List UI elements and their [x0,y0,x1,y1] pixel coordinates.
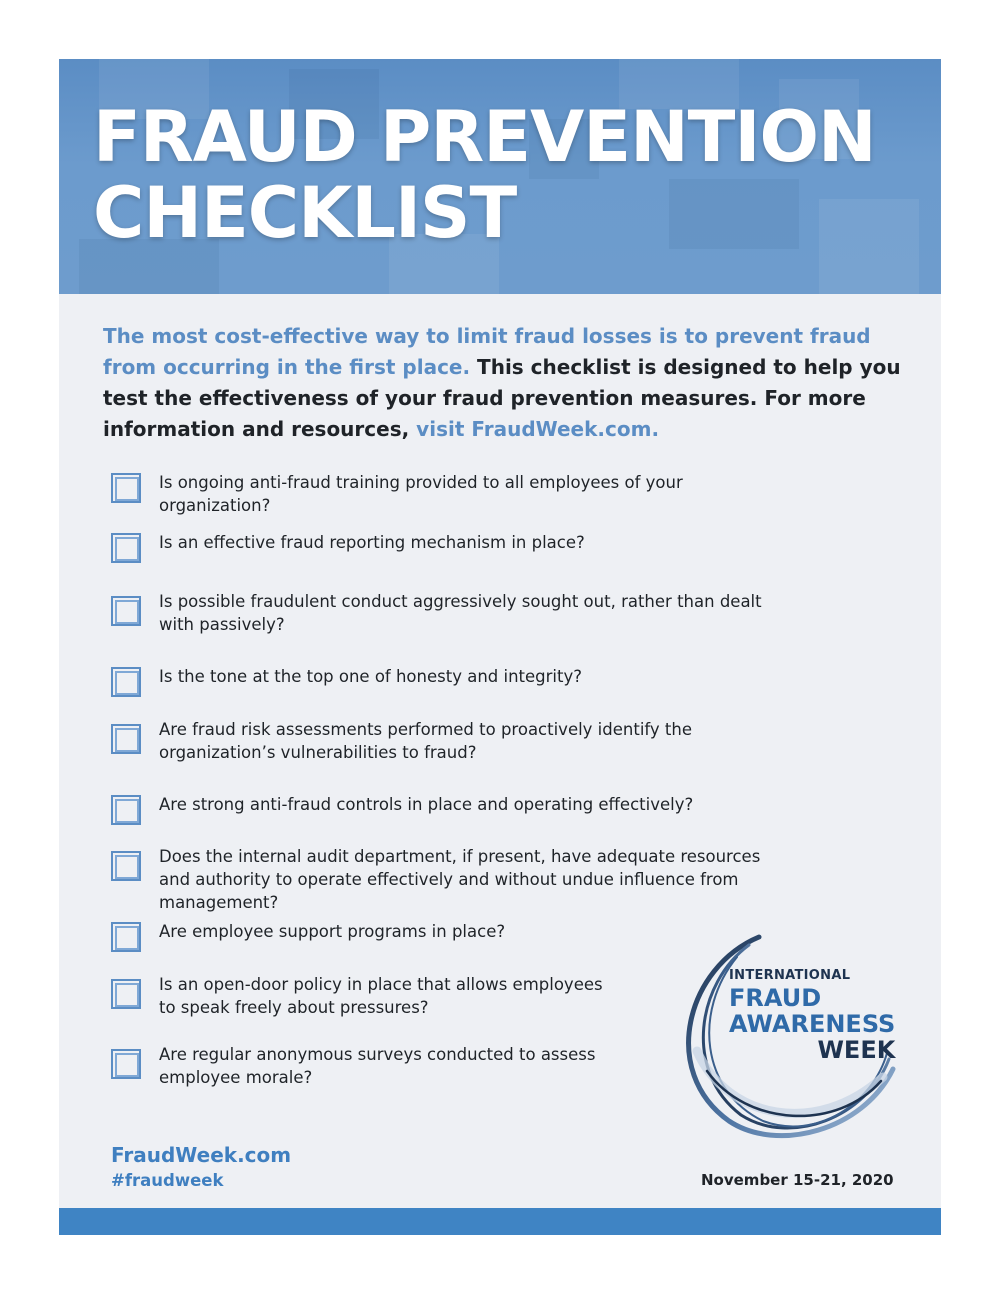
checklist-question: Does the internal audit department, if present, have adequate resources and authority to operate effectively and without undue influence from management? [159,847,761,912]
checkbox[interactable] [111,795,143,827]
logo-wordmark [729,969,895,1062]
checkbox[interactable] [111,1049,143,1081]
header-banner [59,59,941,294]
logo-fraud: FRAUD [729,984,822,1012]
checkbox[interactable] [111,596,143,628]
footer-url[interactable]: FraudWeek.com [111,1143,292,1167]
checklist-question: Is an open-door policy in place that allows employees to speak freely about pressures? [159,975,603,1017]
intro-lead: The most cost-effective way to limit fraud losses is to prevent fraud from occurring in the first place. [103,324,871,379]
checkbox[interactable] [111,473,143,505]
event-date: November 15-21, 2020 [701,1171,894,1189]
checklist-question: Is possible fraudulent conduct aggressively sought out, rather than dealt with passively? [159,592,762,634]
intro-link[interactable]: visit FraudWeek.com. [416,417,660,441]
logo-international: INTERNATIONAL [729,968,851,983]
checklist-question: Are employee support programs in place? [159,922,506,941]
checklist-question: Is the tone at the top one of honesty and integrity? [159,667,582,686]
footer-hashtag: #fraudweek [111,1171,224,1190]
checklist-question: Are strong anti-fraud controls in place and operating effectively? [159,795,694,814]
checklist-question: Is ongoing anti-fraud training provided to all employees of your organization? [159,473,683,515]
title-line-1: FRAUD PREVENTION [93,96,876,178]
checkbox[interactable] [111,922,143,954]
footer-bar [59,1208,941,1235]
page-title [93,96,876,254]
logo-awareness: AWARENESS [729,1010,896,1038]
checklist-question: Are fraud risk assessments performed to proactively identify the organization’s vulnerabilities to fraud? [159,720,693,762]
checklist-page [59,59,941,1235]
logo-week: WEEK [817,1036,896,1064]
fraud-week-logo [667,931,907,1146]
checklist-question: Are regular anonymous surveys conducted to assess employee morale? [159,1045,596,1087]
checkbox[interactable] [111,667,143,699]
checklist-question: Is an effective fraud reporting mechanism in place? [159,533,585,552]
checkbox[interactable] [111,979,143,1011]
intro-body: This checklist is designed to help you test the effectiveness of your fraud prevention measures. For more information and resources, [103,355,901,441]
checkbox[interactable] [111,724,143,756]
checkbox[interactable] [111,533,143,565]
checkbox[interactable] [111,851,143,883]
intro-paragraph [103,321,903,445]
title-line-2: CHECKLIST [93,172,517,254]
